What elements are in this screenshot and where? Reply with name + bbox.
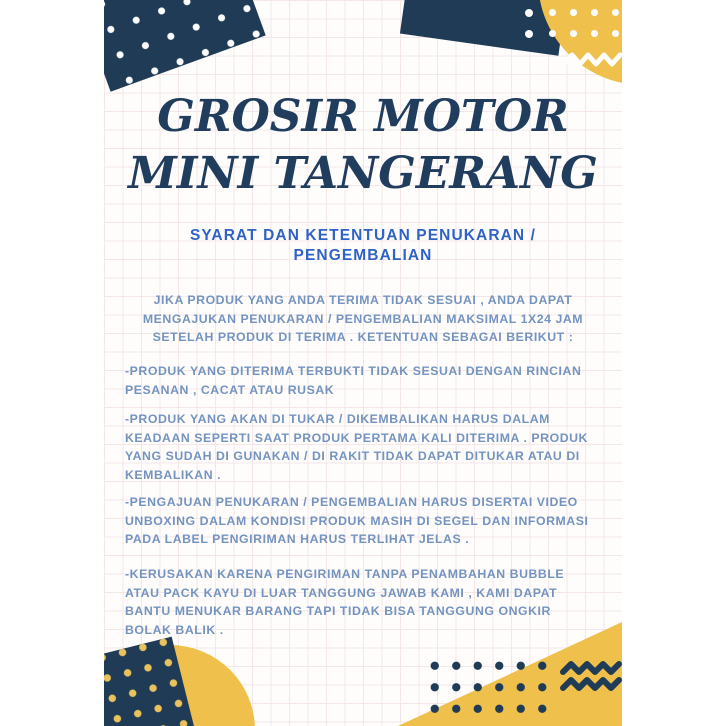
intro-paragraph: JIKA PRODUK YANG ANDA TERIMA TIDAK SESUAI , ANDA DAPAT MENGAJUKAN PENUKARAN / PENGEMBALIAN MAKSIMAL 1X24 JAM SETELAH PRODUK DI TERIMA . KETENTUAN SEBAGAI BERIKUT :	[142, 293, 584, 344]
title-line-1: GROSIR MOTOR	[157, 91, 569, 142]
navy-dots-pattern	[424, 655, 554, 726]
poster	[104, 0, 622, 726]
dot-icon	[525, 30, 533, 38]
zigzag-icon	[560, 658, 622, 696]
top-left-dotted-navy-shape	[104, 0, 266, 92]
term-item-2: -PRODUK YANG AKAN DI TUKAR / DIKEMBALIKAN HARUS DALAM KEADAAN SEPERTI SAAT PRODUK PERTAMA KALI DITERIMA . PRODUK YANG SUDAH DI GUNAKAN / DI RAKIT TIDAK DAPAT DITUKAR ATAU DI KEMBALIKAN .	[125, 412, 588, 482]
subtitle: SYARAT DAN KETENTUAN PENUKARAN / PENGEMBALIAN	[189, 227, 537, 264]
zigzag-icon	[562, 48, 622, 70]
title-line-2: MINI TANGERANG	[128, 148, 598, 199]
term-item-4: -KERUSAKAN KARENA PENGIRIMAN TANPA PENAMBAHAN BUBBLE ATAU PACK KAYU DI LUAR TANGGUNG JAWAB KAMI , KAMI DAPAT BANTU MENUKAR BARANG TAPI TIDAK BISA TANGGUNG ONGKIR BOLAK BALIK .	[125, 567, 565, 637]
dot-icon	[525, 9, 533, 17]
page-title	[104, 88, 622, 202]
term-item-3: -PENGAJUAN PENUKARAN / PENGEMBALIAN HARUS DISERTAI VIDEO UNBOXING DALAM KONDISI PRODUK MASIH DI SEGEL DAN INFORMASI PADA LABEL PENGIRIMAN HARUS TERLIHAT JELAS .	[125, 495, 589, 546]
white-dots-pattern	[542, 2, 622, 44]
term-item-1: -PRODUK YANG DITERIMA TERBUKTI TIDAK SESUAI DENGAN RINCIAN PESANAN , CACAT ATAU RUSAK	[125, 364, 582, 397]
